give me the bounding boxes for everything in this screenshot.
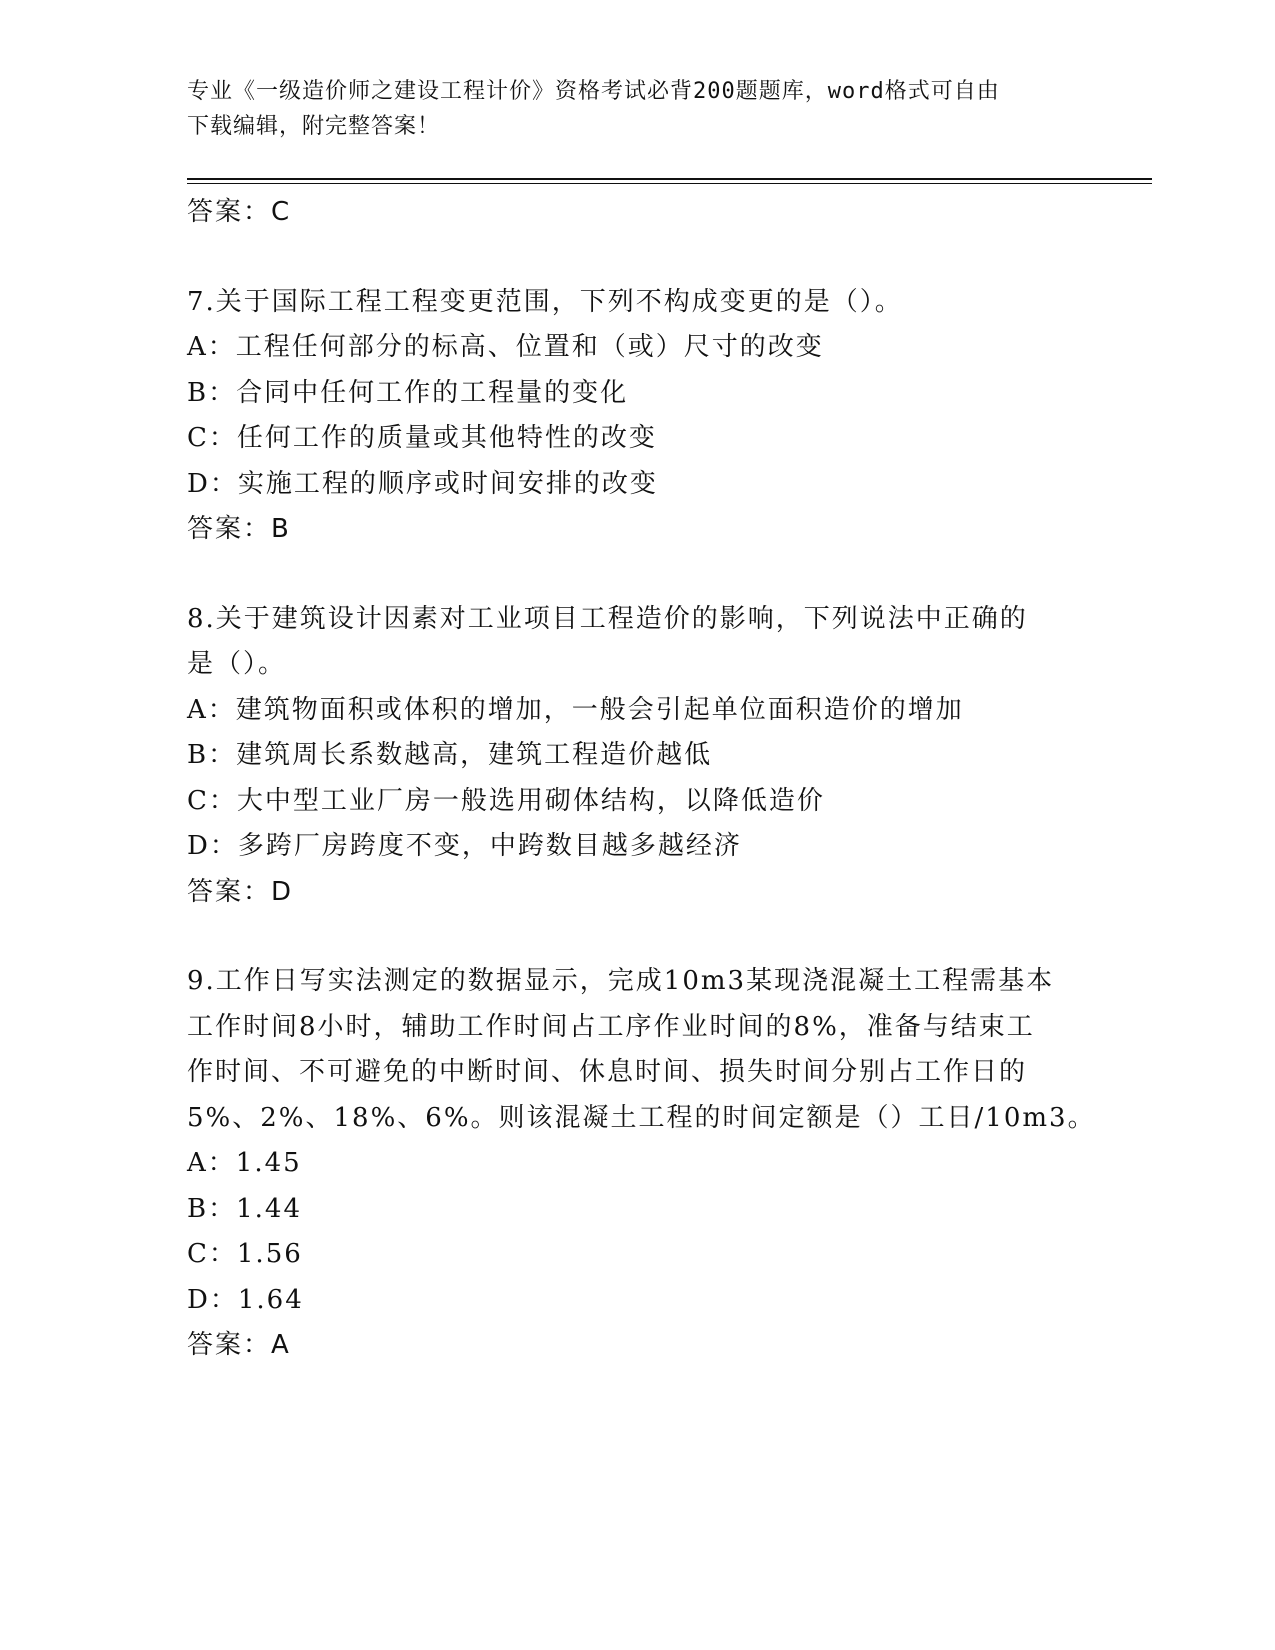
spacer xyxy=(187,553,1087,597)
header-divider-thick xyxy=(187,178,1152,180)
header-line-2: 下载编辑，附完整答案！ xyxy=(187,114,441,139)
header-line-1: 专业《一级造价师之建设工程计价》资格考试必背200题题库，word格式可自由 xyxy=(187,79,1000,104)
answer: 答案：A xyxy=(187,1330,291,1360)
answer: 答案：D xyxy=(187,876,294,907)
question-stem: 7.关于国际工程工程变更范围，下列不构成变更的是（）。 xyxy=(187,286,903,317)
question-stem-line-4: 5%、2%、18%、6%。则该混凝土工程的时间定额是（）工日/10m3。 xyxy=(187,1102,1096,1133)
option-a: A：建筑物面积或体积的增加，一般会引起单位面积造价的增加 xyxy=(187,694,964,725)
question-stem-line-1: 8.关于建筑设计因素对工业项目工程造价的影响，下列说法中正确的 xyxy=(187,603,1028,634)
option-a: A：1.45 xyxy=(187,1148,302,1178)
option-b: B：合同中任何工作的工程量的变化 xyxy=(187,377,629,408)
question-9 xyxy=(187,959,1096,1369)
question-list xyxy=(187,190,1096,1369)
header-divider-thin xyxy=(187,183,1152,184)
option-b: B：1.44 xyxy=(187,1193,302,1224)
option-b: B：建筑周长系数越高，建筑工程造价越低 xyxy=(187,740,713,770)
option-c: C：大中型工业厂房一般选用砌体结构，以降低造价 xyxy=(187,785,825,816)
question-8 xyxy=(187,597,1087,916)
option-d: D：1.64 xyxy=(187,1284,304,1315)
document-header xyxy=(187,74,1067,144)
option-d: D：多跨厂房跨度不变，中跨数目越多越经济 xyxy=(187,831,742,861)
question-stem-line-2: 是（）。 xyxy=(187,649,287,679)
previous-answer: 答案：C xyxy=(187,197,292,227)
spacer xyxy=(187,236,1087,280)
question-stem-line-1: 9.工作日写实法测定的数据显示，完成10m3某现浇混凝土工程需基本 xyxy=(187,966,1055,996)
question-7 xyxy=(187,280,1087,553)
option-d: D：实施工程的顺序或时间安排的改变 xyxy=(187,468,658,499)
answer: 答案：B xyxy=(187,514,291,544)
option-a: A：工程任何部分的标高、位置和（或）尺寸的改变 xyxy=(187,332,824,362)
question-stem-line-3: 作时间、不可避免的中断时间、休息时间、损失时间分别占工作日的 xyxy=(187,1057,1028,1087)
option-c: C：1.56 xyxy=(187,1239,303,1269)
spacer xyxy=(187,915,1087,959)
option-c: C：任何工作的质量或其他特性的改变 xyxy=(187,423,657,453)
question-stem-line-2: 工作时间8小时，辅助工作时间占工序作业时间的8%，准备与结束工 xyxy=(187,1011,1035,1042)
